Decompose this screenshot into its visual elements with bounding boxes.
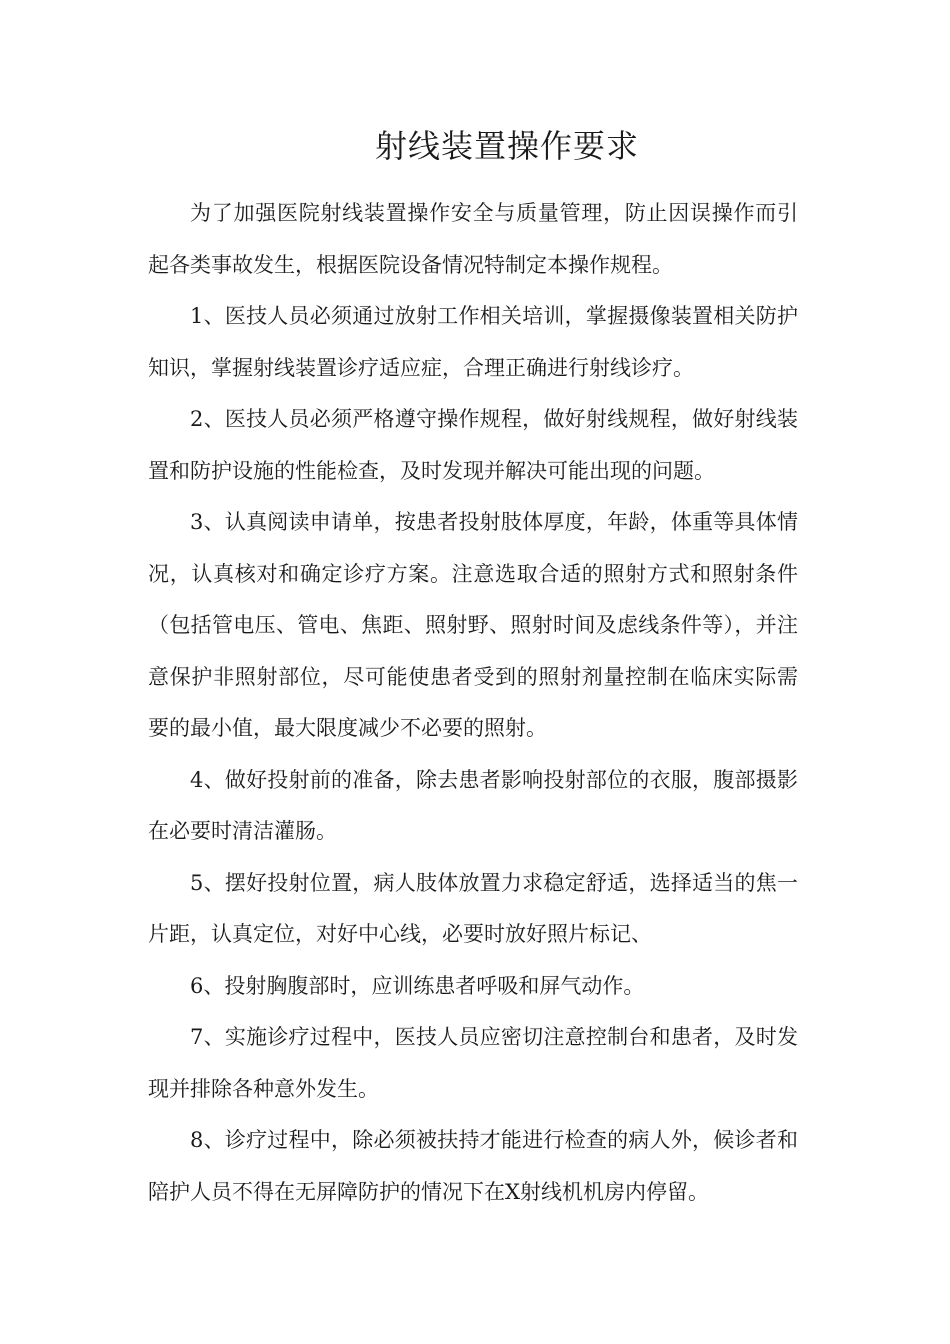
paragraph-rule-4: 4、做好投射前的准备，除去患者影响投射部位的衣服，腹部摄影在必要时清洁灌肠。 [148,767,798,843]
paragraph-rule-2: 2、医技人员必须严格遵守操作规程，做好射线规程，做好射线装置和防护设施的性能检查，及时发现并解决可能出现的问题。 [148,407,798,483]
paragraph-rule-7: 7、实施诊疗过程中，医技人员应密切注意控制台和患者，及时发现并排除各种意外发生。 [148,1025,798,1101]
paragraph-rule-8: 8、诊疗过程中，除必须被扶持才能进行检查的病人外，候诊者和陪护人员不得在无屏障防护的情况下在X射线机机房内停留。 [148,1128,798,1204]
paragraph-rule-5: 5、摆好投射位置，病人肢体放置力求稳定舒适，选择适当的焦一片距，认真定位，对好中心线，必要时放好照片标记、 [148,870,798,946]
paragraph-rule-1: 1、医技人员必须通过放射工作相关培训，掌握摄像装置相关防护知识，掌握射线装置诊疗适应症，合理正确进行射线诊疗。 [148,304,798,380]
document-body [148,188,798,1218]
paragraph-rule-6: 6、投射胸腹部时，应训练患者呼吸和屏气动作。 [190,973,645,998]
document-title: 射线装置操作要求 [374,127,639,165]
paragraph-intro: 为了加强医院射线装置操作安全与质量管理，防止因误操作而引起各类事故发生，根据医院设备情况特制定本操作规程。 [148,201,798,277]
paragraph-rule-3: 3、认真阅读申请单，按患者投射肢体厚度，年龄，体重等具体情况，认真核对和确定诊疗方案。注意选取合适的照射方式和照射条件（包括管电压、管电、焦距、照射野、照射时间及虑线条件等），并注意保护非照射部位，尽可能使患者受到的照射剂量控制在临床实际需要的最小值，最大限度减少不必要的照射。 [148,510,798,740]
